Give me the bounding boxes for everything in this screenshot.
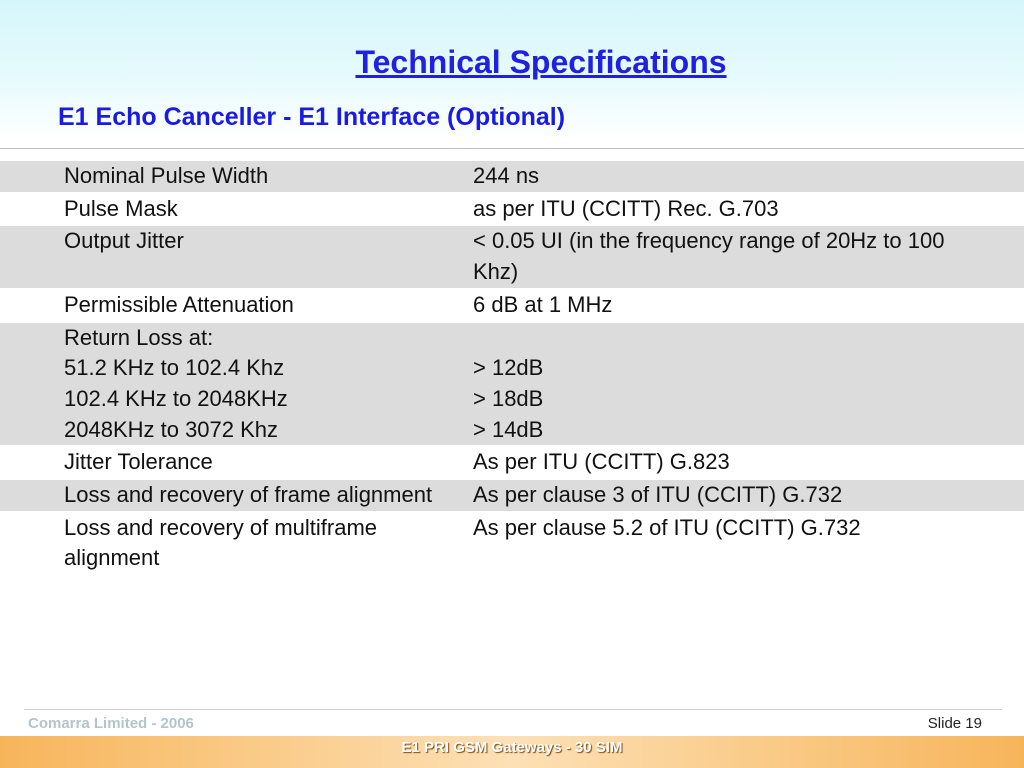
spec-parameter (0, 289, 473, 322)
spec-row (0, 161, 1024, 193)
spec-parameter-text: Output Jitter (64, 228, 184, 254)
spec-value (473, 322, 1024, 447)
spec-row (0, 512, 1024, 575)
spec-value (473, 446, 1024, 479)
spec-value (473, 289, 1024, 322)
spec-value-text: > 12dB (473, 355, 544, 381)
spec-row (0, 479, 1024, 512)
spec-parameter-text: Loss and recovery of multiframe alignment (64, 514, 378, 571)
spec-value (473, 193, 1024, 226)
spec-value (473, 512, 1024, 575)
spec-parameter-text: Loss and recovery of frame alignment (64, 482, 433, 508)
footer-product: E1 PRI GSM Gateways - 30 SIM (401, 739, 623, 756)
spec-row (0, 322, 1024, 447)
spec-value-text: as per ITU (CCITT) Rec. G.703 (473, 195, 779, 221)
spec-parameter (0, 479, 473, 512)
spec-parameter (0, 193, 473, 226)
spec-parameter-text: Return Loss at: (64, 324, 214, 350)
spec-parameter-text: 2048KHz to 3072 Khz (64, 416, 279, 442)
spec-parameter-text: 102.4 KHz to 2048KHz (64, 385, 288, 411)
spec-value (473, 479, 1024, 512)
spec-value-text: < 0.05 UI (in the frequency range of 20Hz to 100 Khz) (473, 228, 945, 285)
header-divider (0, 148, 1024, 149)
spec-parameter (0, 446, 473, 479)
spec-value-text: > 18dB (473, 385, 544, 411)
spec-value-text: 244 ns (473, 163, 540, 188)
spec-row (0, 289, 1024, 322)
slide-subtitle: E1 Echo Canceller - E1 Interface (Optional) (58, 103, 566, 131)
slide-title: Technical Specifications (355, 44, 727, 80)
spec-parameter-text: 51.2 KHz to 102.4 Khz (64, 355, 285, 381)
spec-value-text: As per ITU (CCITT) G.823 (473, 449, 730, 475)
spec-parameter-text: Permissible Attenuation (64, 291, 294, 317)
spec-parameter-text: Jitter Tolerance (64, 449, 213, 475)
spec-row (0, 225, 1024, 288)
spec-value-text: As per clause 5.2 of ITU (CCITT) G.732 (473, 514, 861, 540)
spec-value-text: 6 dB at 1 MHz (473, 291, 613, 317)
spec-value (473, 225, 1024, 288)
footer-company: Comarra Limited - 2006 (28, 715, 194, 732)
spec-value-text: As per clause 3 of ITU (CCITT) G.732 (473, 482, 843, 508)
spec-parameter (0, 512, 473, 575)
spec-table (0, 161, 1024, 576)
spec-value (473, 161, 1024, 193)
spec-parameter-text: Nominal Pulse Width (64, 163, 269, 188)
spec-parameter (0, 322, 473, 447)
spec-row (0, 193, 1024, 226)
spec-parameter-text: Pulse Mask (64, 195, 178, 221)
slide-number: Slide 19 (927, 715, 982, 732)
spec-parameter (0, 161, 473, 193)
spec-value-text: > 14dB (473, 416, 544, 442)
spec-parameter (0, 225, 473, 288)
spec-row (0, 446, 1024, 479)
spec-value-text (473, 323, 984, 354)
footer-divider (24, 709, 1002, 710)
